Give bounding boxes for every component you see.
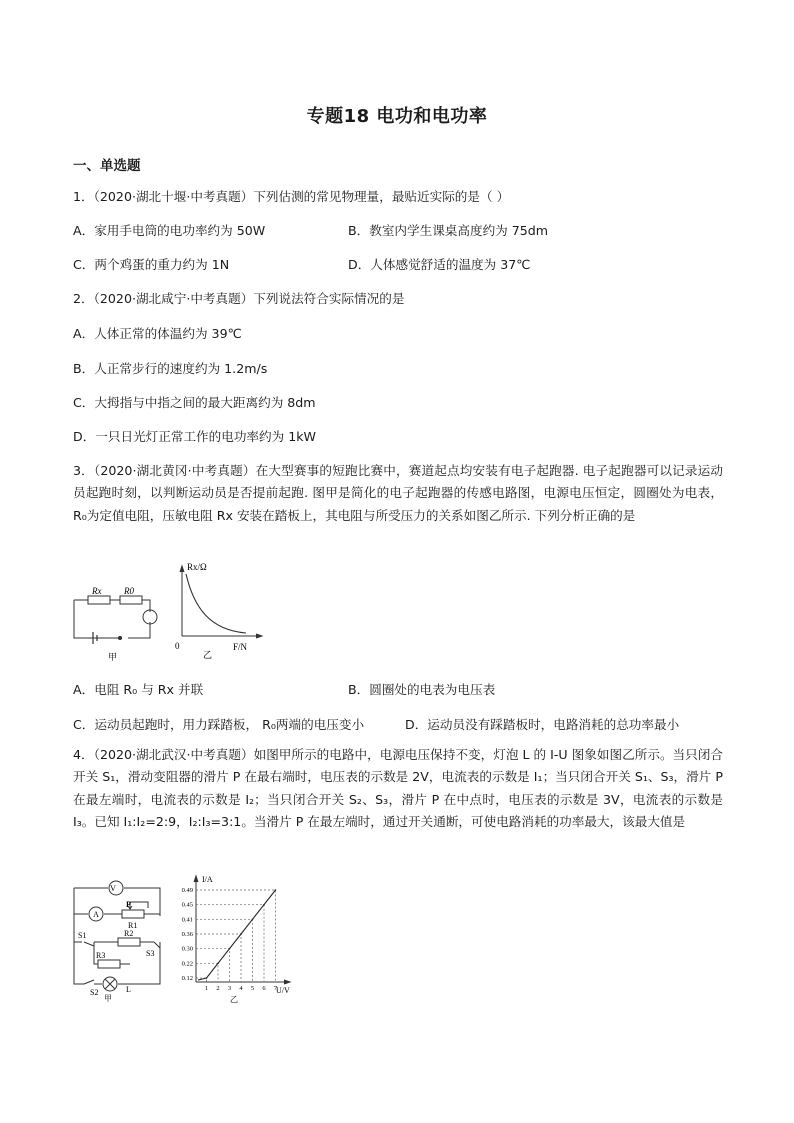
q3-r0-label: R0 bbox=[124, 586, 134, 596]
q4-s1-label: S1 bbox=[78, 931, 87, 940]
q4-chart-ylabel: I/A bbox=[202, 875, 213, 884]
q1-option-a: A．家用手电筒的电功率约为 50W bbox=[73, 223, 266, 238]
q4-jia-label: 甲 bbox=[104, 994, 112, 1002]
q2-option-c: C．大拇指与中指之间的最大距离约为 8dm bbox=[73, 395, 316, 410]
q3-yi-label: 乙 bbox=[203, 650, 213, 660]
q4-chart-y-tick: 0.12 bbox=[181, 975, 193, 982]
q4-r1-label: R1 bbox=[128, 921, 138, 930]
q3-graph-xlabel: F/N bbox=[233, 642, 248, 652]
q4-chart-xlabel: U/V bbox=[276, 986, 290, 995]
q2-stem: 2．（2020·湖北咸宁·中考真题）下列说法符合实际情况的是 bbox=[73, 291, 405, 306]
q1-option-b: B．教室内学生课桌高度约为 75dm bbox=[348, 223, 549, 238]
q4-s3-label: S3 bbox=[146, 949, 155, 958]
q4-r3-label: R3 bbox=[96, 951, 106, 960]
q3-graph-ylabel: Rx/Ω bbox=[187, 562, 207, 572]
q3-option-a: A．电阻 R₀ 与 Rx 并联 bbox=[73, 682, 204, 697]
q3-stem: 3．（2020·湖北黄冈·中考真题）在大型赛事的短跑比赛中，赛道起点均安装有电子起跑器. 电子起跑器可以记录运动员起跑时刻，以判断运动员是否提前起跑. 图甲是简化的电子起跑器的传感电路图，电源电压恒定，圆圈处为电表，R₀为定值电阻，压敏电阻 Rx 安装在踏板上，其电阻与所受压力的关系如图乙所示. 下列分析正确的是 bbox=[73, 463, 723, 523]
q3-figure bbox=[70, 558, 280, 662]
q4-chart-x-tick: 3 bbox=[227, 985, 232, 992]
q4-chart-gridline bbox=[196, 890, 276, 982]
q3-option-d: D．运动员没有踩踏板时，电路消耗的总功率最小 bbox=[405, 717, 680, 732]
q3-jia-label: 甲 bbox=[108, 652, 118, 662]
q3-graph-origin: 0 bbox=[175, 641, 180, 651]
q4-circuit-jia bbox=[68, 876, 178, 1002]
q4-chart-x-tick: 5 bbox=[250, 985, 255, 992]
q4-chart-gridline bbox=[196, 934, 241, 982]
q4-chart-y-tick: 0.41 bbox=[181, 916, 193, 924]
q4-lamp-label: L bbox=[126, 985, 131, 994]
q4-chart-y-tick: 0.36 bbox=[181, 931, 193, 938]
page-title: 专题18 电功和电功率 bbox=[306, 106, 488, 127]
q4-stem: 4．（2020·湖北武汉·中考真题）如图甲所示的电路中，电源电压保持不变，灯泡 L 的 I-U 图象如图乙所示。当只闭合开关 S₁，滑动变阻器的滑片 P 在最右端时，电压表的示数是 2V，电流表的示数是 I₁；当只闭合开关 S₁、S₃，滑片 P 在最左端时，电流表的示数是 I₂；当只闭合开关 S₂、S₃，滑片 P 在中点时，电压表的示数是 3V，电流表的示数是 I₃。已知 I₁:I₂=2:9，I₂:I₃=3:1。当滑片 P 在最左端时，通过开关通断，可使电路消耗的功率最大，该最大值是 bbox=[73, 747, 723, 829]
q4-chart-y-tick: 0.45 bbox=[181, 901, 193, 909]
q4-voltmeter-label: V bbox=[110, 884, 116, 893]
q4-r2-label: R2 bbox=[124, 929, 134, 938]
q4-chart-x-tick: 7 bbox=[273, 985, 278, 992]
q3-rx-label: Rx bbox=[92, 586, 102, 596]
q4-chart-y-tick: 0.22 bbox=[181, 960, 193, 968]
q4-chart-x-tick: 1 bbox=[204, 985, 209, 992]
q2-option-d: D．一只日光灯正常工作的电功率约为 1kW bbox=[73, 429, 316, 444]
q4-ammeter-label: A bbox=[93, 910, 99, 919]
q3-option-c: C．运动员起跑时，用力踩踏板， R₀两端的电压变小 bbox=[73, 717, 365, 732]
q4-chart-x-tick: 4 bbox=[239, 985, 243, 992]
q4-s2-label: S2 bbox=[90, 988, 99, 997]
q4-chart-x-tick: 6 bbox=[262, 985, 266, 992]
q4-slider-p-label: P bbox=[126, 900, 131, 909]
q3-circuit-jia bbox=[74, 596, 157, 644]
q4-chart-y-tick: 0.49 bbox=[181, 887, 193, 894]
q4-chart-gridline bbox=[196, 905, 264, 982]
q3-graph-yi bbox=[180, 566, 262, 638]
q4-chart-x-tick: 2 bbox=[216, 985, 220, 992]
q2-option-a: A．人体正常的体温约为 39℃ bbox=[73, 326, 242, 341]
q4-chart-gridline bbox=[196, 919, 253, 982]
q2-option-b: B．人正常步行的速度约为 1.2m/s bbox=[73, 361, 268, 376]
q4-iu-chart bbox=[170, 872, 300, 1004]
q4-chart-gridline bbox=[196, 949, 230, 982]
q3-option-b: B．圆圈处的电表为电压表 bbox=[348, 682, 496, 697]
q1-stem: 1．（2020·湖北十堰·中考真题）下列估测的常见物理量，最贴近实际的是（ ） bbox=[73, 189, 510, 204]
q4-chart-y-tick: 0.30 bbox=[181, 945, 193, 953]
q4-yi-label: 乙 bbox=[230, 995, 238, 1004]
q1-option-c: C．两个鸡蛋的重力约为 1N bbox=[73, 257, 230, 272]
q1-option-d: D．人体感觉舒适的温度为 37℃ bbox=[348, 257, 531, 272]
section-heading: 一、单选题 bbox=[73, 158, 141, 174]
